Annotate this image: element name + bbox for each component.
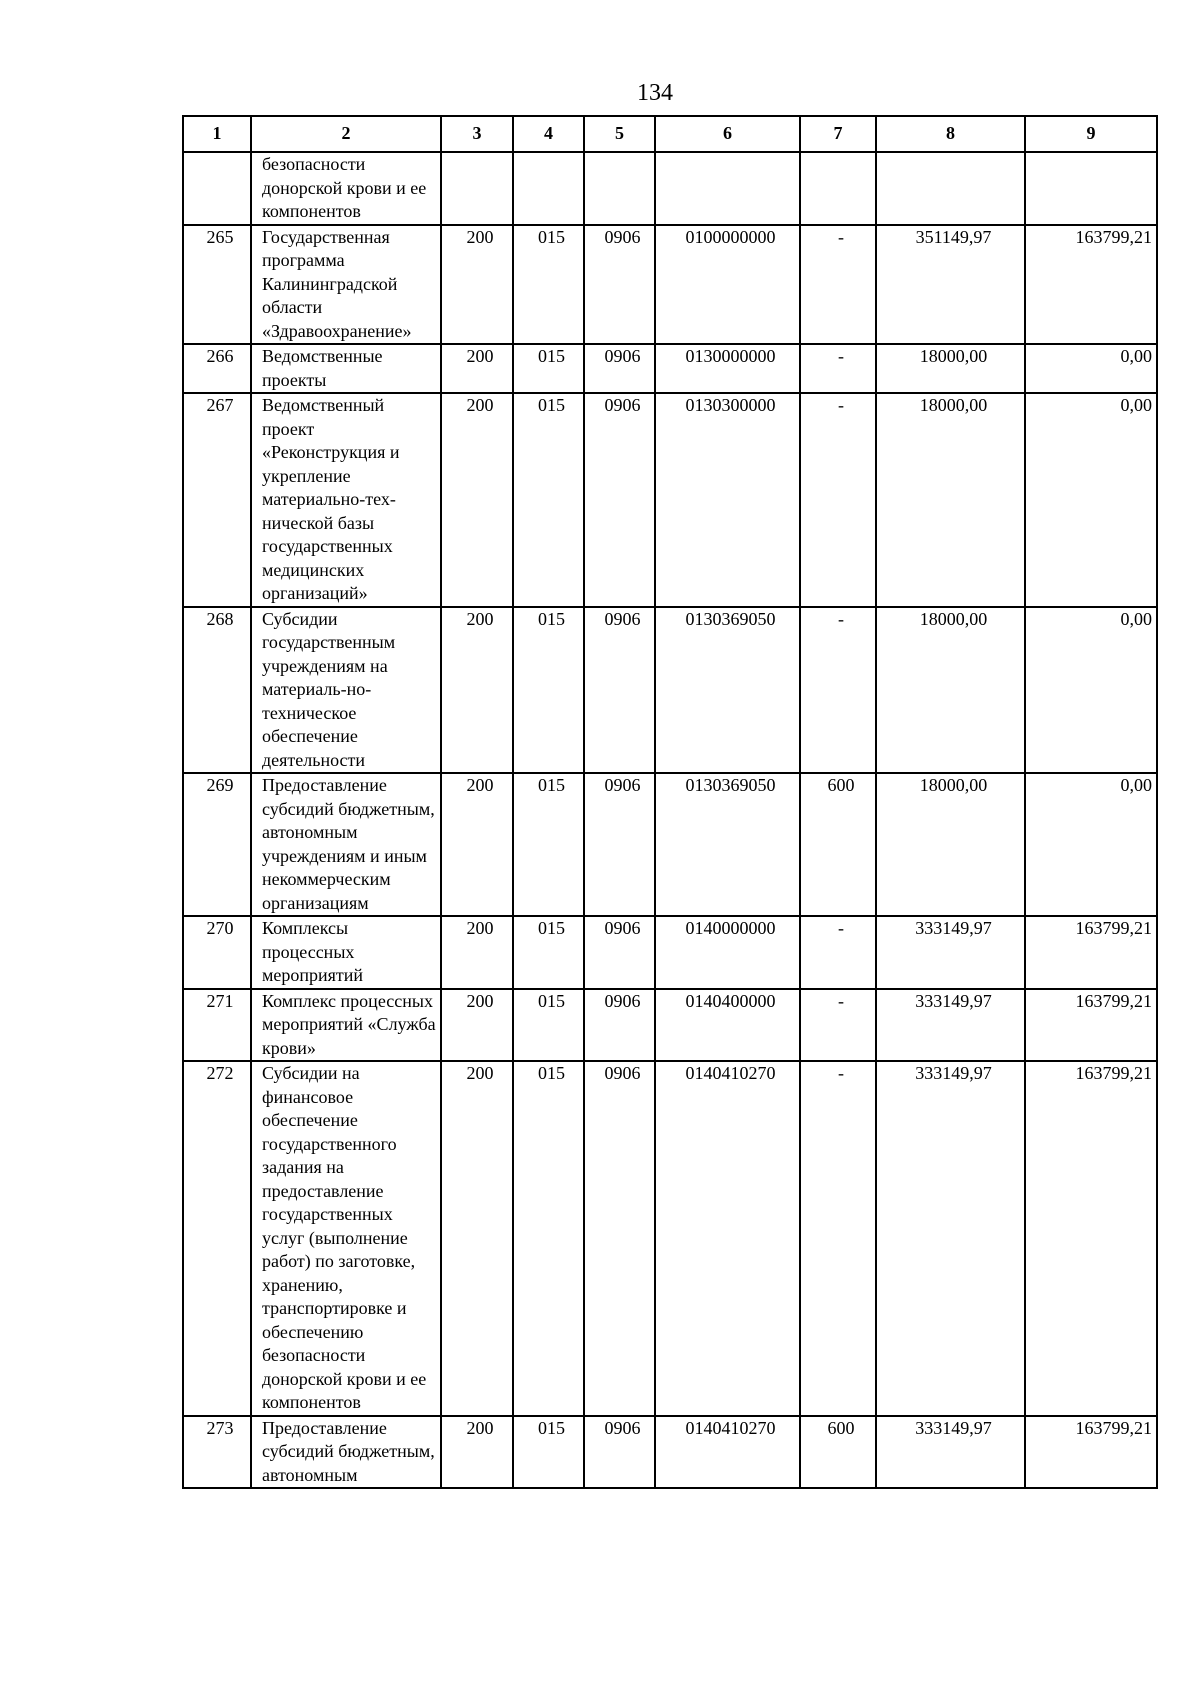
code-3-cell: 200 [441, 225, 513, 345]
code-3-cell: 200 [441, 607, 513, 774]
row-name-cell: Государственная программа Калининградской области «Здравоохранение» [251, 225, 441, 345]
amount-9-cell: 163799,21 [1025, 225, 1157, 345]
code-3-cell [441, 152, 513, 225]
code-5-cell: 0906 [584, 607, 655, 774]
header-cell: 8 [876, 116, 1025, 152]
header-cell: 3 [441, 116, 513, 152]
code-5-cell [584, 152, 655, 225]
table-row [183, 152, 1157, 225]
row-number-cell: 272 [183, 1061, 251, 1416]
expense-type-cell: 600 [800, 1416, 876, 1489]
row-name-cell: Субсидии на финансовое обеспечение государственного задания на предоставление государственных услуг (выполнение работ) по заготовке, хранению, транспортировке и обеспечению безопасности донорской крови и ее компонентов [251, 1061, 441, 1416]
target-article-cell: 0130000000 [655, 344, 800, 393]
table-header-row [183, 116, 1157, 152]
table-row [183, 1061, 1157, 1416]
target-article-cell: 0140000000 [655, 916, 800, 989]
amount-9-cell: 0,00 [1025, 344, 1157, 393]
header-cell: 6 [655, 116, 800, 152]
target-article-cell: 0130369050 [655, 773, 800, 916]
row-name-cell: безопасности донорской крови и ее компонентов [251, 152, 441, 225]
code-4-cell: 015 [513, 607, 584, 774]
amount-9-cell: 163799,21 [1025, 1416, 1157, 1489]
table-row [183, 225, 1157, 345]
row-name-cell: Комплексы процессных мероприятий [251, 916, 441, 989]
code-5-cell: 0906 [584, 393, 655, 607]
code-3-cell: 200 [441, 773, 513, 916]
table-row [183, 773, 1157, 916]
amount-8-cell [876, 152, 1025, 225]
amount-9-cell: 0,00 [1025, 773, 1157, 916]
row-name-cell: Ведомственный проект «Реконструкция и укрепление материально-тех-нической базы государственных медицинских организаций» [251, 393, 441, 607]
header-cell: 5 [584, 116, 655, 152]
code-4-cell: 015 [513, 393, 584, 607]
code-3-cell: 200 [441, 1416, 513, 1489]
amount-8-cell: 18000,00 [876, 344, 1025, 393]
code-5-cell: 0906 [584, 773, 655, 916]
amount-9-cell: 163799,21 [1025, 916, 1157, 989]
page-number: 134 [637, 80, 673, 106]
row-number-cell: 268 [183, 607, 251, 774]
expense-type-cell: - [800, 344, 876, 393]
target-article-cell: 0130300000 [655, 393, 800, 607]
row-number-cell: 271 [183, 989, 251, 1062]
row-name-cell: Ведомственные проекты [251, 344, 441, 393]
expense-type-cell [800, 152, 876, 225]
table-row [183, 989, 1157, 1062]
code-5-cell: 0906 [584, 1061, 655, 1416]
amount-8-cell: 18000,00 [876, 773, 1025, 916]
code-4-cell: 015 [513, 1416, 584, 1489]
amount-8-cell: 333149,97 [876, 916, 1025, 989]
expense-type-cell: 600 [800, 773, 876, 916]
header-cell: 7 [800, 116, 876, 152]
target-article-cell: 0130369050 [655, 607, 800, 774]
budget-table [182, 115, 1158, 1489]
row-name-cell: Предоставление субсидий бюджетным, автономным учреждениям и иным некоммерческим организациям [251, 773, 441, 916]
amount-8-cell: 18000,00 [876, 607, 1025, 774]
row-number-cell: 265 [183, 225, 251, 345]
row-number-cell: 266 [183, 344, 251, 393]
row-number-cell: 273 [183, 1416, 251, 1489]
header-cell: 9 [1025, 116, 1157, 152]
code-3-cell: 200 [441, 989, 513, 1062]
row-name-cell: Комплекс процессных мероприятий «Служба крови» [251, 989, 441, 1062]
amount-8-cell: 18000,00 [876, 393, 1025, 607]
header-cell: 1 [183, 116, 251, 152]
amount-8-cell: 333149,97 [876, 1416, 1025, 1489]
header-cell: 2 [251, 116, 441, 152]
code-5-cell: 0906 [584, 916, 655, 989]
code-5-cell: 0906 [584, 989, 655, 1062]
amount-8-cell: 351149,97 [876, 225, 1025, 345]
target-article-cell: 0140410270 [655, 1416, 800, 1489]
expense-type-cell: - [800, 225, 876, 345]
amount-9-cell: 0,00 [1025, 393, 1157, 607]
expense-type-cell: - [800, 393, 876, 607]
target-article-cell: 0100000000 [655, 225, 800, 345]
expense-type-cell: - [800, 1061, 876, 1416]
code-3-cell: 200 [441, 916, 513, 989]
code-3-cell: 200 [441, 344, 513, 393]
row-name-cell: Субсидии государственным учреждениям на материаль-но-техническое обеспечение деятельности [251, 607, 441, 774]
table-row [183, 1416, 1157, 1489]
code-4-cell: 015 [513, 1061, 584, 1416]
row-number-cell: 269 [183, 773, 251, 916]
code-5-cell: 0906 [584, 225, 655, 345]
target-article-cell: 0140400000 [655, 989, 800, 1062]
expense-type-cell: - [800, 607, 876, 774]
code-4-cell: 015 [513, 225, 584, 345]
target-article-cell: 0140410270 [655, 1061, 800, 1416]
code-4-cell: 015 [513, 916, 584, 989]
code-4-cell: 015 [513, 989, 584, 1062]
code-5-cell: 0906 [584, 344, 655, 393]
row-number-cell: 267 [183, 393, 251, 607]
header-cell: 4 [513, 116, 584, 152]
row-number-cell: 270 [183, 916, 251, 989]
code-5-cell: 0906 [584, 1416, 655, 1489]
amount-9-cell: 0,00 [1025, 607, 1157, 774]
amount-8-cell: 333149,97 [876, 1061, 1025, 1416]
target-article-cell [655, 152, 800, 225]
table-row [183, 393, 1157, 607]
table-row [183, 607, 1157, 774]
code-4-cell: 015 [513, 773, 584, 916]
code-3-cell: 200 [441, 393, 513, 607]
code-4-cell: 015 [513, 344, 584, 393]
table-row [183, 344, 1157, 393]
table-row [183, 916, 1157, 989]
expense-type-cell: - [800, 989, 876, 1062]
code-4-cell [513, 152, 584, 225]
row-number-cell [183, 152, 251, 225]
amount-9-cell: 163799,21 [1025, 1061, 1157, 1416]
amount-8-cell: 333149,97 [876, 989, 1025, 1062]
expense-type-cell: - [800, 916, 876, 989]
row-name-cell: Предоставление субсидий бюджетным, автономным [251, 1416, 441, 1489]
code-3-cell: 200 [441, 1061, 513, 1416]
amount-9-cell: 163799,21 [1025, 989, 1157, 1062]
amount-9-cell [1025, 152, 1157, 225]
